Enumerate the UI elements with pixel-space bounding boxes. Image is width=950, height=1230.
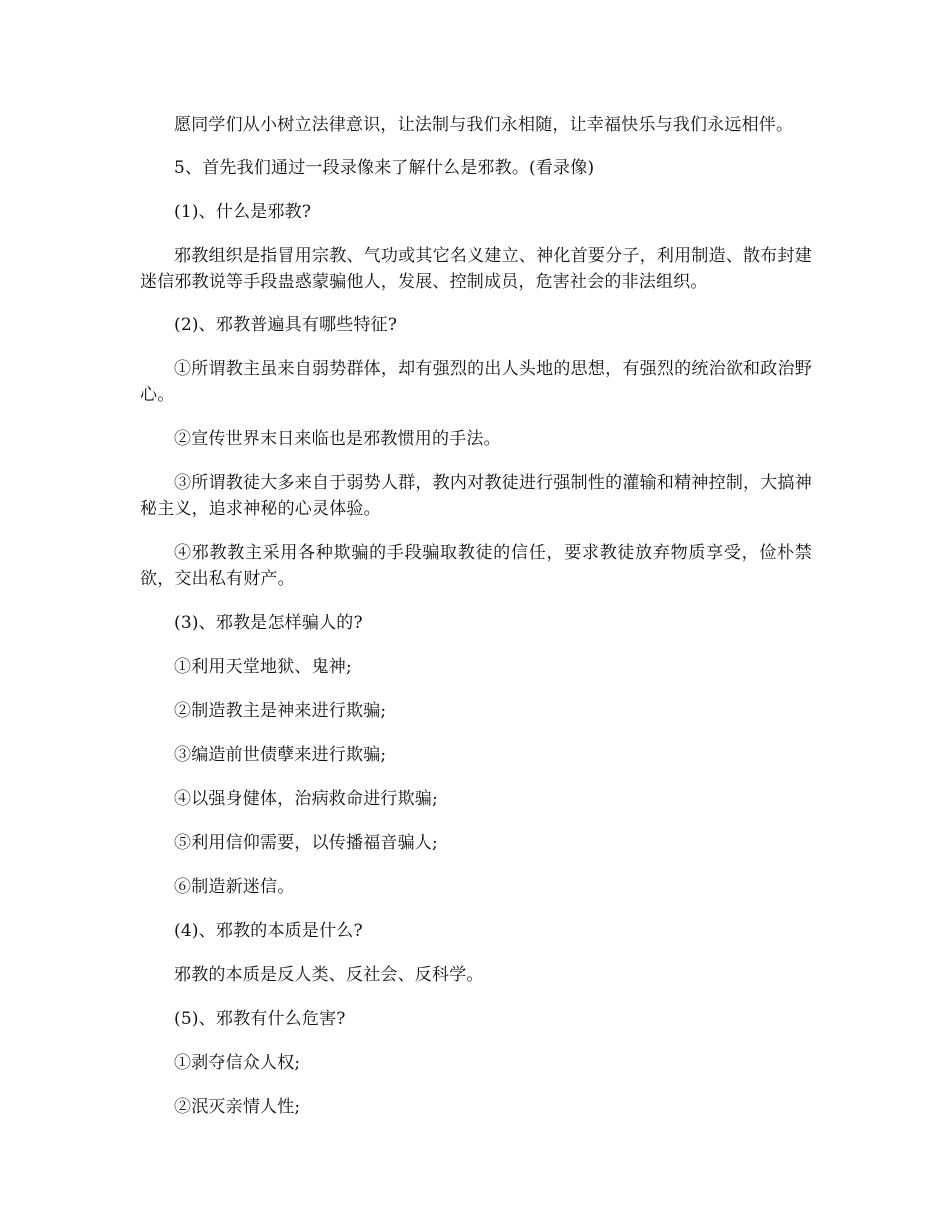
heading-cult-essence: (4)、邪教的本质是什么? [174, 921, 363, 941]
paragraph-cult-essence: 邪教的本质是反人类、反社会、反科学。 [174, 965, 484, 985]
list-item-feature-4: ④邪教教主采用各种欺骗的手段骗取教徒的信任，要求教徒放弃物质享受，俭朴禁欲，交出私有财产。 [140, 543, 812, 589]
list-item-feature-3: ③所谓教徒大多来自于弱势人群，教内对教徒进行强制性的灌输和精神控制，大搞神秘主义，追求神秘的心灵体验。 [140, 473, 812, 519]
list-item-harm-1: ①剥夺信众人权; [174, 1053, 301, 1073]
heading-cult-features: (2)、邪教普遍具有哪些特征? [174, 315, 398, 335]
heading-cult-harm: (5)、邪教有什么危害? [174, 1009, 346, 1029]
paragraph-closing-wish: 愿同学们从小树立法律意识，让法制与我们永相随，让幸福快乐与我们永远相伴。 [174, 115, 794, 135]
heading-what-is-cult: (1)、什么是邪教? [174, 202, 312, 222]
document-page [140, 112, 812, 1120]
list-item-feature-1: ①所谓教主虽来自弱势群体，却有强烈的出人头地的思想，有强烈的统治欲和政治野心。 [140, 359, 812, 405]
list-item-deceive-6: ⑥制造新迷信。 [174, 877, 295, 897]
list-item-deceive-3: ③编造前世债孽来进行欺骗; [174, 745, 387, 765]
list-item-harm-2: ②泯灭亲情人性; [174, 1097, 301, 1117]
heading-how-cults-deceive: (3)、邪教是怎样骗人的? [174, 613, 363, 633]
list-item-deceive-4: ④以强身健体，治病救命进行欺骗; [174, 789, 438, 809]
paragraph-section-5-intro: 5、首先我们通过一段录像来了解什么是邪教。(看录像) [174, 158, 595, 178]
list-item-feature-2: ②宣传世界末日来临也是邪教惯用的手法。 [174, 429, 501, 449]
list-item-deceive-1: ①利用天堂地狱、鬼神; [174, 657, 352, 677]
list-item-deceive-2: ②制造教主是神来进行欺骗; [174, 701, 387, 721]
list-item-deceive-5: ⑤利用信仰需要，以传播福音骗人; [174, 833, 438, 853]
paragraph-cult-definition: 邪教组织是指冒用宗教、气功或其它名义建立、神化首要分子，利用制造、散布封建迷信邪教说等手段蛊惑蒙骗他人，发展、控制成员，危害社会的非法组织。 [140, 246, 812, 292]
